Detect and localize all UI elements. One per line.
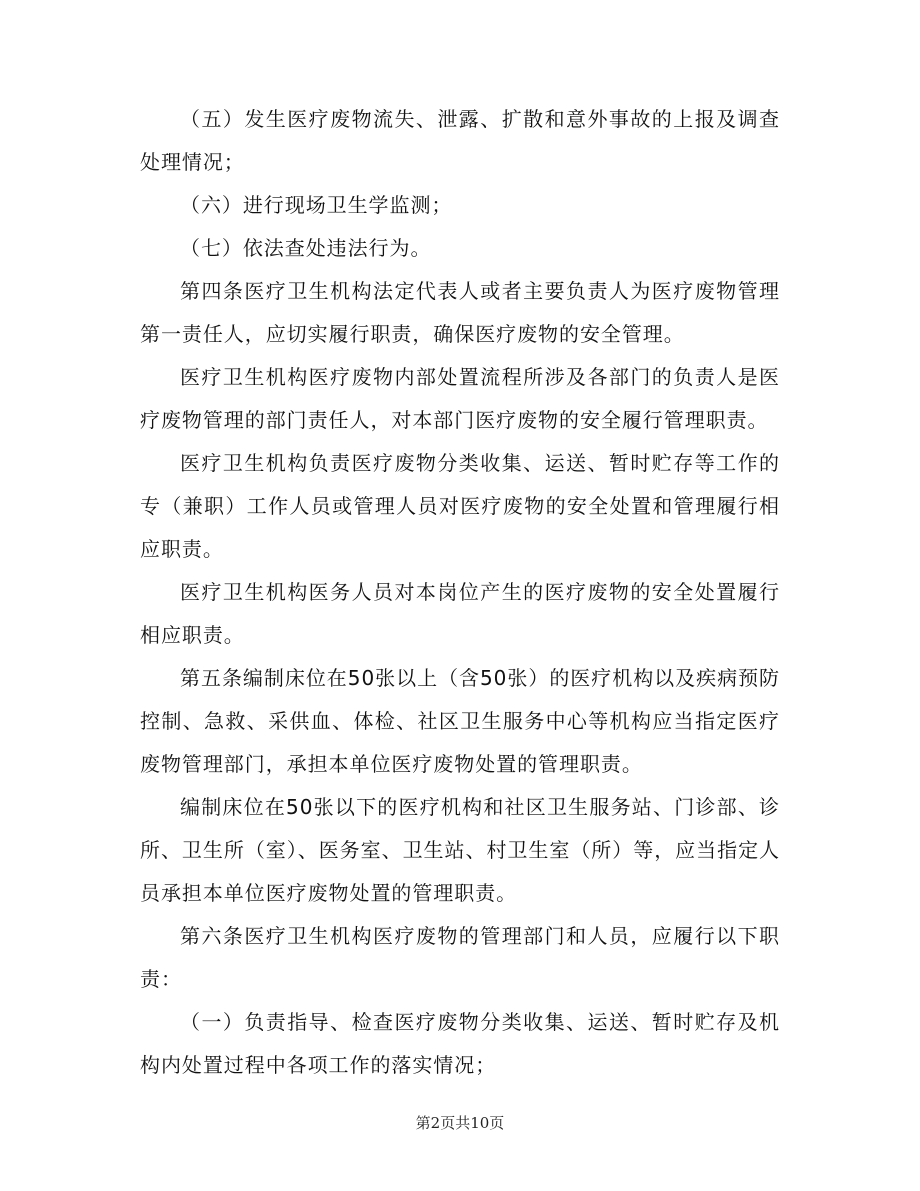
paragraph-department-responsibility: 医疗卫生机构医疗废物内部处置流程所涉及各部门的负责人是医疗废物管理的部门责任人，对本部门医疗废物的安全履行管理职责。	[140, 365, 780, 432]
paragraph-item-5-reporting: （五）发生医疗废物流失、泄露、扩散和意外事故的上报及调查处理情况；	[140, 107, 780, 174]
paragraph-duty-1: （一）负责指导、检查医疗废物分类收集、运送、暂时贮存及机构内处置过程中各项工作的落实情况；	[140, 1010, 780, 1077]
document-body	[140, 98, 780, 1087]
paragraph-article-4: 第四条医疗卫生机构法定代表人或者主要负责人为医疗废物管理第一责任人，应切实履行职责，确保医疗废物的安全管理。	[140, 279, 780, 346]
paragraph-small-institutions: 编制床位在50张以下的医疗机构和社区卫生服务站、门诊部、诊所、卫生所（室）、医务室、卫生站、村卫生室（所）等，应当指定人员承担本单位医疗废物处置的管理职责。	[140, 795, 780, 905]
paragraph-item-6-monitoring: （六）进行现场卫生学监测；	[180, 193, 453, 217]
page-number-footer: 第2页共10页	[415, 1114, 505, 1132]
paragraph-staff-responsibility: 医疗卫生机构负责医疗废物分类收集、运送、暂时贮存等工作的专（兼职）工作人员或管理人员对医疗废物的安全处置和管理履行相应职责。	[140, 451, 780, 561]
paragraph-article-5: 第五条编制床位在50张以上（含50张）的医疗机构以及疾病预防控制、急救、采供血、体检、社区卫生服务中心等机构应当指定医疗废物管理部门，承担本单位医疗废物处置的管理职责。	[140, 666, 780, 776]
paragraph-medical-staff-responsibility: 医疗卫生机构医务人员对本岗位产生的医疗废物的安全处置履行相应职责。	[140, 580, 780, 647]
paragraph-article-6: 第六条医疗卫生机构医疗废物的管理部门和人员，应履行以下职责：	[140, 924, 780, 991]
paragraph-item-7-enforcement: （七）依法查处违法行为。	[180, 236, 432, 260]
